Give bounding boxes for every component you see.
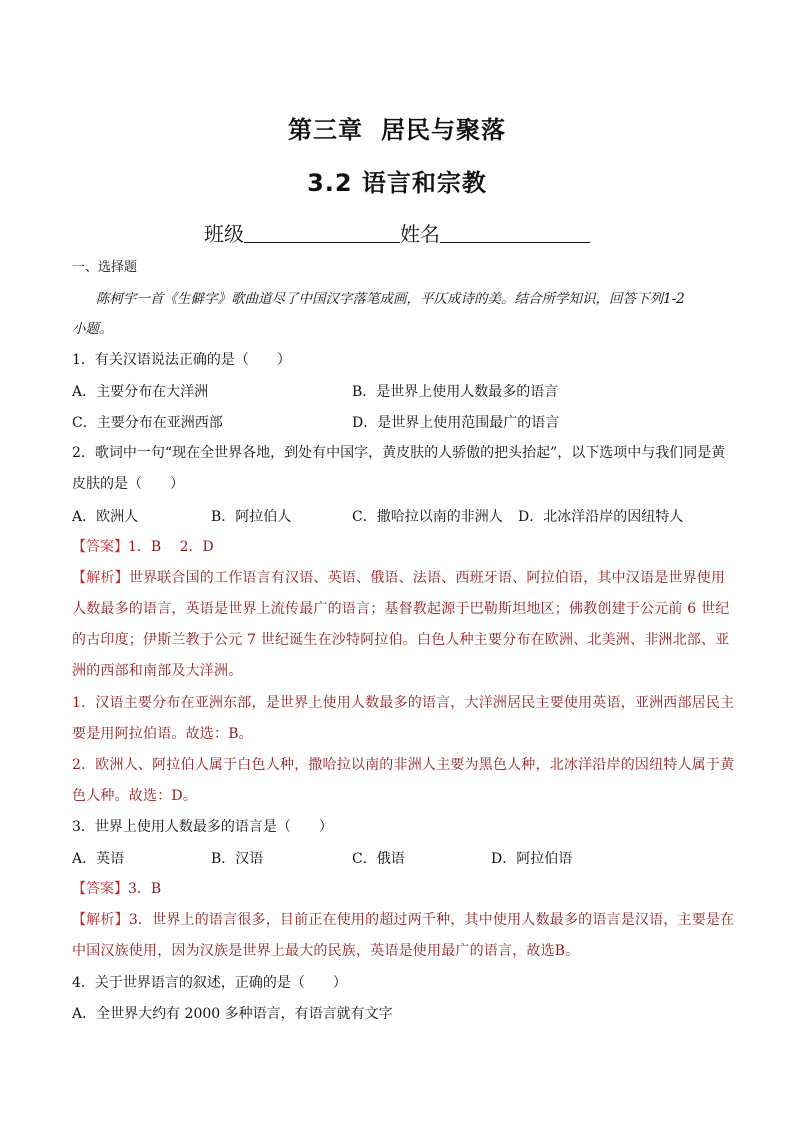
question-1-stem: 1．有关汉语说法正确的是（ ） [72,352,291,368]
answer-1-2 [72,537,727,557]
q3-option-b: B．汉语 [211,851,264,867]
q2-option-a: A．欧洲人 [72,509,139,525]
class-name-line [0,218,794,247]
analysis-point-1-line-2: 要是用阿拉伯语。故选：B。 [72,726,253,742]
class-blank [244,222,400,243]
analysis-line-2: 人数最多的语言，英语是世界上流传最广的语言；基督教起源于巴勒斯坦地区；佛教创建于公元前 6 世纪 [72,601,730,617]
answer-3-tag: 【答案】 [72,881,128,897]
analysis-3-text-1: 3．世界上的语言很多，目前正在使用的超过两千种，其中使用人数最多的语言是汉语，主要是在 [128,912,735,928]
analysis-point-1-line-1: 1．汉语主要分布在亚洲东部，是世界上使用人数最多的语言，大洋洲居民主要使用英语，亚洲西部居民主 [72,695,735,711]
q2-option-c: C．撒哈拉以南的非洲人 [352,509,503,525]
analysis-3-line-2: 中国汉族使用，因为汉族是世界上最大的民族，英语是使用最广的语言，故选B。 [72,943,580,959]
question-2-stem-line-2: 皮肤的是（ ） [72,476,184,492]
q1-option-c: C．主要分布在亚洲西部 [72,415,223,431]
analysis-3-tag: 【解析】 [72,912,129,928]
analysis-3-line-1 [72,910,735,930]
question-3-stem: 3．世界上使用人数最多的语言是（ ） [72,819,333,835]
analysis-line-4: 洲的西部和南部及大洋洲。 [72,663,243,679]
answer-3-text: 3．B [128,881,162,897]
q2-option-b: B．阿拉伯人 [211,509,292,525]
q1-option-a: A．主要分布在大洋洲 [72,384,209,400]
q2-option-d: D．北冰洋沿岸的因纽特人 [518,509,684,525]
answer-3 [72,879,727,899]
q1-option-b: B．是世界上使用人数最多的语言 [352,384,559,400]
analysis-line-3: 的古印度；伊斯兰教于公元 7 世纪诞生在沙特阿拉伯。白色人种主要分布在欧洲、北美洲、非洲北部、亚 [72,632,730,648]
chapter-name: 居民与聚落 [381,116,506,144]
name-blank [440,222,590,243]
class-label: 班级 [204,222,244,246]
q4-option-a: A．全世界大约有 2000 多种语言，有语言就有文字 [72,1006,393,1022]
question-2-stem-line-1: 2．歌词中一句“现在全世界各地，到处有中国字，黄皮肤的人骄傲的把头抬起”，以下选项中与我们同是黄 [72,445,726,461]
analysis-point-2-line-1: 2．欧洲人、阿拉伯人属于白色人种，撒哈拉以南的非洲人主要为黑色人种，北冰洋沿岸的因纽特人属于黄 [72,757,735,773]
analysis-line-1 [72,568,727,588]
answer-tag: 【答案】 [72,539,128,555]
q3-option-c: C．俄语 [352,851,405,867]
name-label: 姓名 [400,222,440,246]
q3-option-d: D．阿拉伯语 [491,851,573,867]
q3-option-a: A．英语 [72,851,125,867]
intro-line-1: 陈柯宇一首《生僻字》歌曲道尽了中国汉字落笔成画，平仄成诗的美。结合所学知识，回答下列1-2 [96,291,685,307]
analysis-text-1: 世界联合国的工作语言有汉语、英语、俄语、法语、西班牙语、阿拉伯语，其中汉语是世界使用 [128,570,726,586]
q1-option-d: D．是世界上使用范围最广的语言 [352,415,560,431]
question-4-stem: 4．关于世界语言的叙述，正确的是（ ） [72,975,347,991]
answer-text: 1．B 2．D [128,539,214,555]
section-title: 3.2 语言和宗教 [307,169,487,197]
analysis-tag: 【解析】 [72,570,129,586]
analysis-point-2-line-2: 色人种。故选：D。 [72,788,198,804]
intro-line-2: 小题。 [72,321,113,337]
chapter-title [0,110,794,145]
section-heading: 一、选择题 [72,260,138,275]
chapter-number: 第三章 [288,116,363,144]
